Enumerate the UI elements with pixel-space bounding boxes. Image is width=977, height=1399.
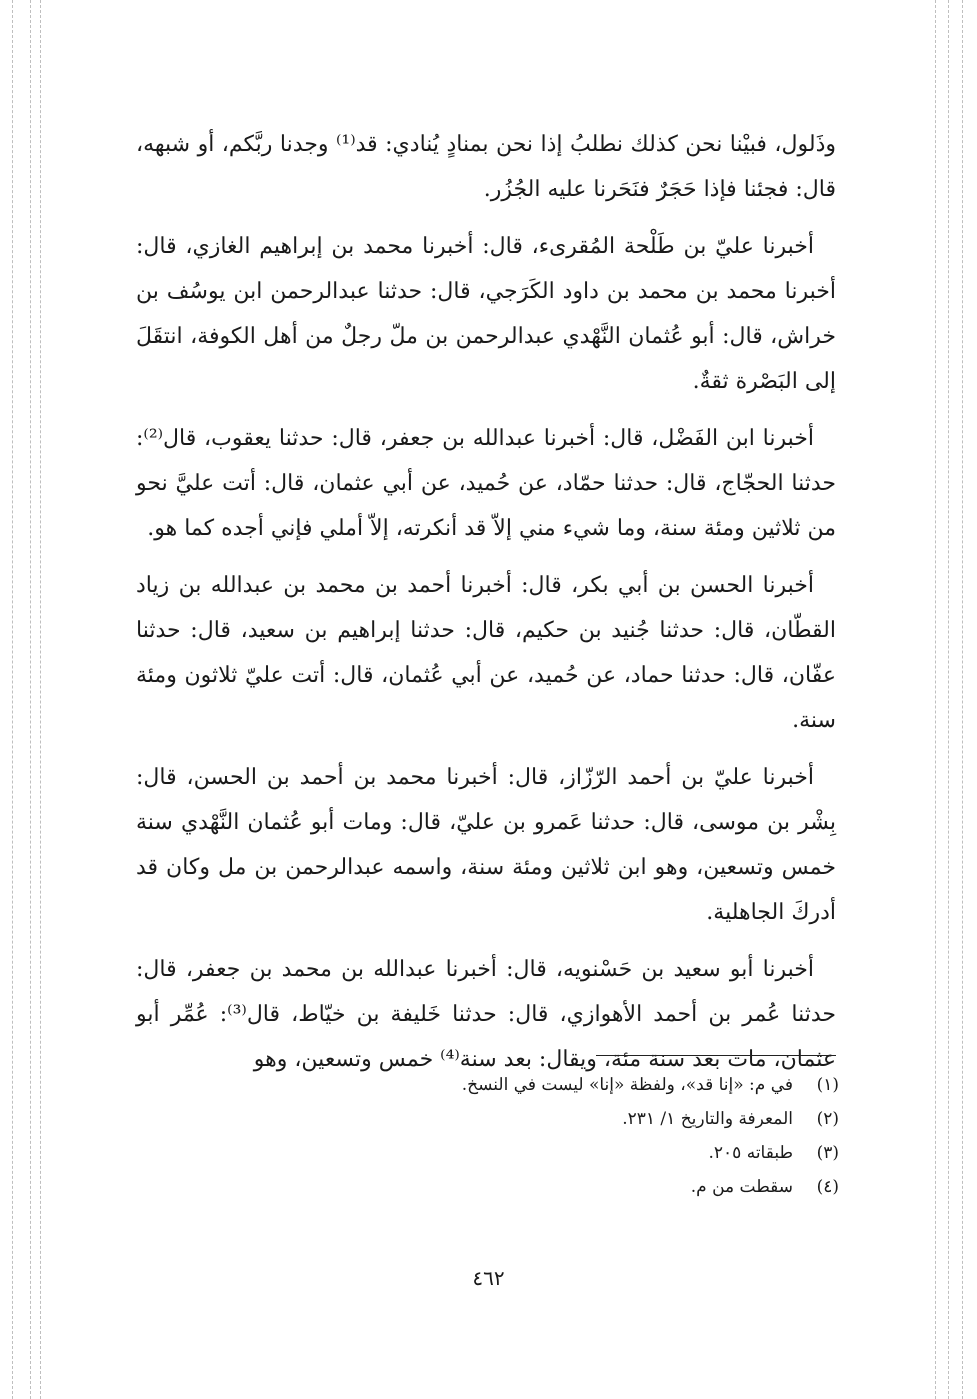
paragraph: أخبرنا عليّ بن طَلْحة المُقرىء، قال: أخبرنا محمد بن إبراهيم الغازي، قال: أخبرنا محمد بن محمد بن داود الكَرَجي، قال: حدثنا عبدالرحمن ابن يوسُف بن خراش، قال: أبو عُثمان النَّهْدي عبدالرحمن بن ملّ رجلٌ من أهل الكوفة، انتقَلَ إلى البَصْرة ثقةٌ. [136,234,836,394]
footnote-text: سقطت من م. [690,1177,793,1197]
footnote-number: (٤) [816,1177,839,1197]
paragraph: أخبرنا ابن الفَضْل، قال: أخبرنا عبدالله بن جعفر، قال: حدثنا يعقوب، قال⁽²⁾: حدثنا الحجّاج، قال: حدثنا حمّاد، عن حُميد، عن أبي عثمان، قال: أتت عليَّ نحو من ثلاثين ومئة سنة، وما شيء مني إلاّ قد أنكرته، إلاّ أملي فإني أجده كما هو. [136,426,836,541]
paragraph: وذَلول، فبيْنا نحن كذلك نطلبُ إذا نحن بمنادٍ يُنادي: قد⁽¹⁾ وجدنا ربَّكم، أو شبهه، قال: فجئنا فإذا حَجَرٌ فنَحَرنا عليه الجُزُر. [136,132,836,202]
footnote [139,1102,839,1136]
scan-margin-line [30,0,31,1399]
footnote-number: (١) [816,1075,839,1095]
paragraph: أخبرنا الحسن بن أبي بكر، قال: أخبرنا أحمد بن محمد بن عبدالله بن زياد القطّان، قال: حدثنا جُنيد بن حكيم، قال: حدثنا إبراهيم بن سعيد، قال: حدثنا عفّان، قال: حدثنا حماد، عن حُميد، عن أبي عُثمان، قال: أتت عليّ ثلاثون ومئة سنة. [136,573,836,733]
paragraph: أخبرنا عليّ بن أحمد الرّزّاز، قال: أخبرنا محمد بن أحمد بن الحسن، قال: بِشْر بن موسى، قال: حدثنا عَمرو بن عليّ، قال: ومات أبو عُثمان النَّهْدي سنة خمس وتسعين، وهو ابن ثلاثين ومئة سنة، واسمه عبدالرحمن بن مل وكان قد أدركَ الجاهلية. [136,765,836,925]
footnote [139,1068,839,1102]
footnote-text: طبقاته ٢٠٥. [708,1143,793,1163]
footnote-separator [596,1055,836,1056]
footnote-text: المعرفة والتاريخ ١/ ٢٣١. [622,1109,793,1129]
main-text [136,122,836,1094]
footnotes [139,1068,839,1204]
footnote [139,1136,839,1170]
page-number: ٤٦٢ [472,1266,505,1290]
scan-margin-line [40,0,41,1399]
scan-margin-line [948,0,949,1399]
footnote-number: (٣) [816,1143,839,1163]
scan-margin-line [962,0,963,1399]
footnote-number: (٢) [816,1109,839,1129]
paragraph: أخبرنا أبو سعيد بن حَسْنويه، قال: أخبرنا عبدالله بن محمد بن جعفر، قال: حدثنا عُمر بن أحمد الأهوازي، قال: حدثنا خَليفة بن خيّاط، قال⁽³⁾: عُمِّر أبو عثمان، مات بعد سنة مئة، ويقال: بعد سنة⁽⁴⁾ خمس وتسعين، وهو [136,957,836,1072]
footnote-text: في م: «إنا قد»، ولفظة «إنا» ليست في النسخ. [461,1075,793,1095]
footnote [139,1170,839,1204]
scan-margin-line [935,0,936,1399]
scan-margin-line [12,0,13,1399]
